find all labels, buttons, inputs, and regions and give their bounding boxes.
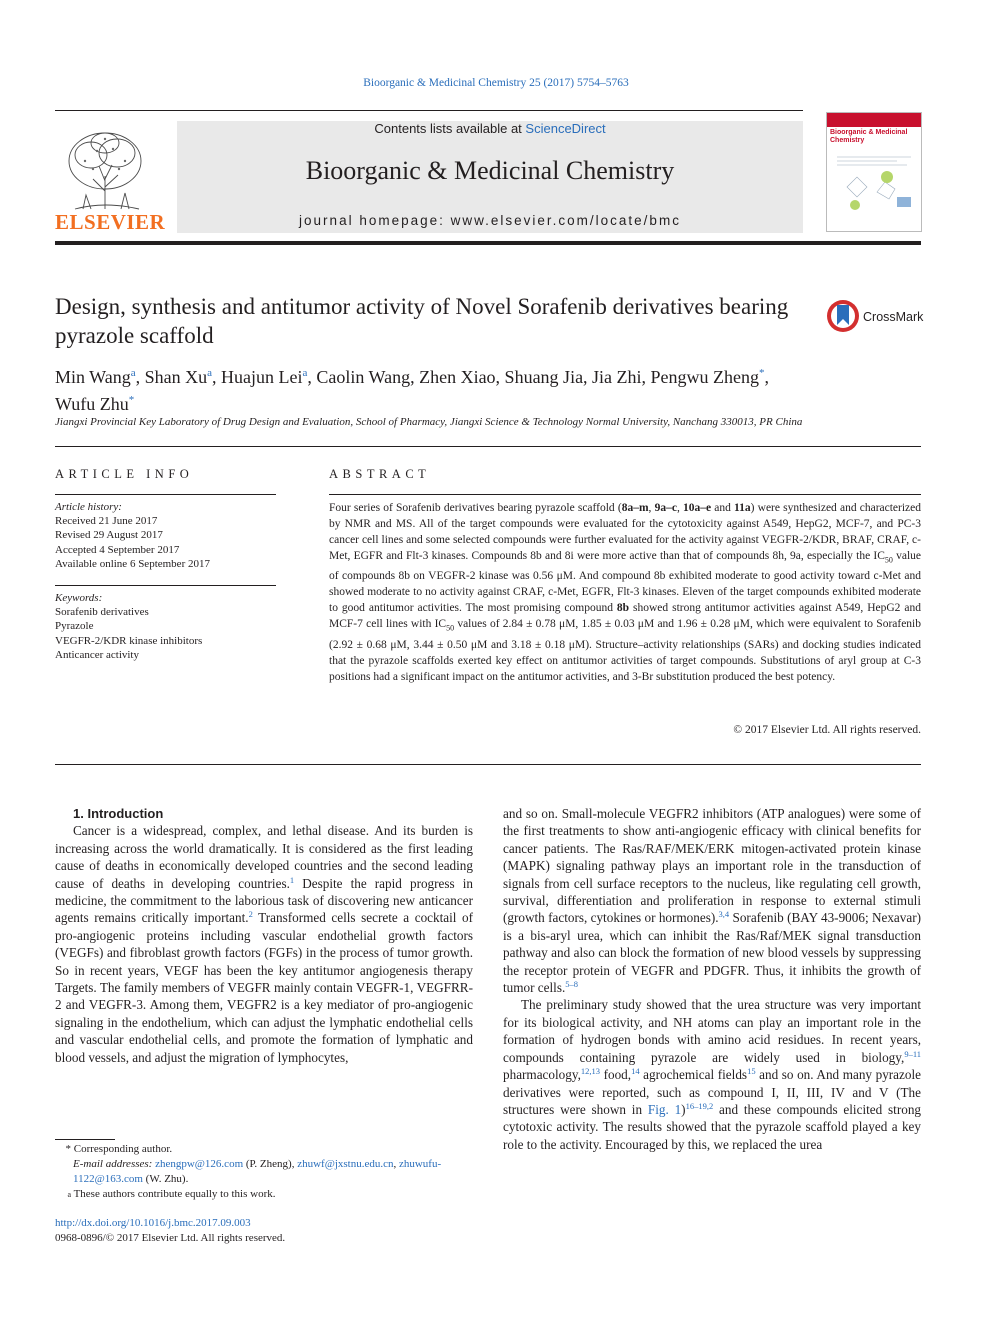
affiliation: Jiangxi Provincial Key Laboratory of Drug Design and Evaluation, School of Pharmacy, Jiangxi Science & Technology Normal University, Nanchang 330013, PR China <box>55 416 803 428</box>
reference-link[interactable]: 14 <box>631 1066 640 1077</box>
journal-cover-thumbnail[interactable] <box>826 112 922 232</box>
author[interactable]: Wufu Zhu <box>55 394 129 414</box>
history-item: Revised 29 August 2017 <box>55 529 163 542</box>
footnote-corresponding <box>55 1142 475 1157</box>
crossmark-icon[interactable] <box>826 297 926 335</box>
body-column-right <box>503 805 921 1153</box>
journal-homepage[interactable]: journal homepage: www.elsevier.com/locate/bmc <box>299 213 681 228</box>
history-item: Available online 6 September 2017 <box>55 557 210 570</box>
article-info-rule <box>55 585 276 586</box>
reference-link[interactable]: 9–11 <box>904 1048 921 1059</box>
header-rule <box>55 110 803 111</box>
footnote-mark: * <box>65 1143 71 1155</box>
footnote-text: These authors contribute equally to this work. <box>73 1188 276 1200</box>
section-heading: 1. Introduction <box>73 806 164 821</box>
reference-link[interactable]: 15 <box>747 1066 756 1077</box>
author[interactable]: Shan Xu <box>144 367 208 387</box>
doi-link[interactable]: http://dx.doi.org/10.1016/j.bmc.2017.09.003 <box>55 1217 251 1229</box>
article-title: Design, synthesis and antitumor activity of Novel Sorafenib derivatives bearing pyrazole scaffold <box>55 294 789 348</box>
history-item: Received 21 June 2017 <box>55 515 158 528</box>
footnote-mark: a <box>67 1190 71 1199</box>
reference-link[interactable]: 5–8 <box>565 979 579 990</box>
reference-link[interactable]: 3,4 <box>718 909 730 920</box>
author[interactable]: Min Wang <box>55 367 131 387</box>
sciencedirect-link[interactable]: ScienceDirect <box>525 121 606 136</box>
journal-name: Bioorganic & Medicinal Chemistry <box>305 156 675 185</box>
affiliation-mark[interactable]: a <box>302 367 308 379</box>
keywords-label: Keywords: <box>55 592 103 604</box>
reference-link[interactable]: 16–19,2 <box>685 1100 714 1111</box>
reference-link[interactable]: 2 <box>248 909 253 920</box>
affiliation-mark[interactable]: a <box>207 367 212 379</box>
keyword: VEGFR-2/KDR kinase inhibitors <box>55 634 203 647</box>
email-link[interactable]: zhuwufu-1122@163.com <box>73 1158 442 1185</box>
footnote-equal <box>55 1187 475 1202</box>
footnote-text: Corresponding author. <box>73 1143 173 1155</box>
journal-citation[interactable]: Bioorganic & Medicinal Chemistry 25 (2017) 5754–5763 <box>363 77 629 89</box>
article-history <box>55 500 280 571</box>
abstract-heading: ABSTRACT <box>329 467 431 481</box>
keyword: Sorafenib derivatives <box>55 606 149 619</box>
abstract-rule <box>329 494 921 495</box>
footnote-rule <box>55 1139 115 1140</box>
reference-link[interactable]: 1 <box>289 874 295 885</box>
section-rule <box>55 446 921 447</box>
history-item: Accepted 4 September 2017 <box>55 543 180 556</box>
cover-title: Bioorganic & Medicinal Chemistry <box>830 129 908 144</box>
keywords <box>55 591 280 662</box>
reference-link[interactable]: 12,13 <box>580 1066 600 1077</box>
keyword: Anticancer activity <box>55 648 139 661</box>
footnote-emails: E-mail addresses: zhengpw@126.com (P. Zheng), zhuwf@jxstnu.edu.cn, zhuwufu-1122@163.com (W. Zhu). <box>73 1158 442 1185</box>
paragraph: and so on. Small-molecule VEGFR2 inhibitors (ATP analogues) were some of the first treatments to show anti-angiogenic efficacy with clinical benefits for cancer patients. The Ras/RAF/MEK/ERK mitogen-activated protein kinase (MAPK) signaling pathway plays an important role in the transduction of signals from cell surface receptors to the nucleus, like regulating cell growth, survival, differentiation and proliferation in response to external stimuli (growth factors, cytokines or hormones).$^{3,4}$ Sorafenib (BAY 43-9006; Nexavar) is a bis-aryl urea, which can inhibit the Ras/Raf/MEK signal transduction pathway and also can block the formation of new blood vessels by suppressing the receptor protein of VEGFR and PDGFR. Thus, it inhibits the growth of tumor cells.$^{5-8}$ <box>503 806 921 996</box>
crossmark-label: CrossMark <box>863 310 924 324</box>
paragraph: Cancer is a widespread, complex, and lethal disease. And its burden is increasing across the world dramatically. It is considered as the first leading cause of deaths in economically developed countries and the second leading cause of deaths in developing countries.$^1$ Despite the rapid progress in medicine, the commitment to the laborious task of discovering new anticancer agents remains critically important.$^2$ Transformed cells secrete a cocktail of pro-angiogenic proteins including vascular endothelial growth factors (VEGFs) and fibroblast growth factors (FGFs) in the process of tumor growth. So in recent years, VEGF has been the key antitumor angiogenesis therapy Targets. The family members of VEGFR mainly contain VEGFR-1, VEGFRR-2 and VEGFR-3. Among them, VEGFR2 is a key mediator of pro-angiogenic signaling in the endothelium, which can adjust the lymphatic endothelial cells and vascular endothelial cells, and promote the formation of lymphatic and blood vessels, and adjust the migration of lymphocytes, <box>55 823 474 1065</box>
email-link[interactable]: zhengpw@126.com <box>155 1158 244 1170</box>
cover-band <box>827 113 921 127</box>
contents-line <box>177 121 803 136</box>
body-column-left <box>55 805 473 1066</box>
abstract-text: Four series of Sorafenib derivatives bearing pyrazole scaffold (8a–m, 9a–c, 10a–e and 11a) were synthesized and characterized by NMR and MS. All of the target compounds were evaluated for the cytotoxicity against A549, HepG2, MCF-7, and PC-3 cancer cell lines and some selected compounds were further evaluated for the activity against VEGFR-2/KDR, BRAF, CRAF, c-Met, EGFR and Flt-3 kinases. Compounds 8b and 8i were more active than that of compounds 8h, 9a, especially the $IC_{50}$ value of compounds 8b on VEGFR-2 kinase was 0.56 μM. And compound 8b exhibited moderate to good activity toward c-Met and showed moderate to no activity against CRAF, c-Met, EGFR, Flt-3 kinases. Eleven of the target compounds exhibited moderate to good antitumor activities. The most promising compound 8b showed strong antitumor activities against A549, HepG2 and MCF-7 cell lines with $IC_{50}$ values of 2.84 ± 0.78 μM, 1.85 ± 0.03 μM and 1.96 ± 0.28 μM, which were equivalent to Sorafenib (2.92 ± 0.68 μM, 3.44 ± 0.50 μM and 3.18 ± 0.18 μM). Structure–activity relationships (SARs) and docking studies indicated that the pyrazole scaffolds exerted key effect on antitumor activities of target compounds. Substitutions of aryl group at C-3 positions had a significant impact on the antitumor activities, and 3-Br substitution produced the best potency. <box>329 502 922 683</box>
body-rule <box>55 764 921 765</box>
contents-prefix: Contents lists available at <box>374 121 522 136</box>
email-link[interactable]: zhuwf@jxstnu.edu.cn <box>297 1158 394 1170</box>
abstract-copyright: © 2017 Elsevier Ltd. All rights reserved. <box>733 724 921 736</box>
article-info-rule <box>55 494 276 495</box>
paragraph: The preliminary study showed that the urea structure was very important for its biological activity, and NH atoms can play an important role in the formation of hydrogen bonds with amino acid residues. In recent years, compounds containing pyrazole are widely used in biology,$^{9-11}$ pharmacology,$^{12,13}$ food,$^{14}$ agrochemical fields$^{15}$ and so on. And many pyrazole derivatives were reported, such as compound I, II, III, IV and V (The structures were shown in Fig. 1)$^{16-19,2}$ and these compounds elicited strong cytotoxic activity. The results showed that the pyrazole scaffold played a key role to the activity. Encouraged by this, we replaced the urea <box>503 997 922 1152</box>
corresponding-mark[interactable]: * <box>759 367 765 379</box>
header-thick-rule <box>55 241 921 245</box>
elsevier-wordmark[interactable]: ELSEVIER <box>55 210 166 234</box>
corresponding-mark[interactable]: * <box>128 394 135 406</box>
figure-link[interactable]: Fig. 1 <box>647 1101 682 1117</box>
keyword: Pyrazole <box>55 620 94 633</box>
author-list: Min Wang$^a$, Shan Xu$^a$, Huajun Lei$^a$, Caolin Wang, Zhen Xiao, Shuang Jia, Jia Zhi, Pengwu Zheng*, Wufu Zhu* <box>55 367 770 414</box>
cover-graphic <box>827 147 921 227</box>
email-label: E-mail addresses: <box>73 1158 153 1170</box>
article-info-heading: ARTICLE INFO <box>55 467 194 481</box>
history-label: Article history: <box>55 501 122 513</box>
email-owner: (W. Zhu). <box>145 1173 189 1185</box>
issn-line: 0968-0896/© 2017 Elsevier Ltd. All rights reserved. <box>55 1232 286 1244</box>
author[interactable]: Huajun Lei <box>221 367 303 387</box>
author[interactable]: Caolin Wang, Zhen Xiao, Shuang Jia, Jia Zhi, Pengwu Zheng <box>316 367 760 387</box>
email-owner: (P. Zheng), <box>245 1158 295 1170</box>
affiliation-mark[interactable]: a <box>130 367 136 379</box>
